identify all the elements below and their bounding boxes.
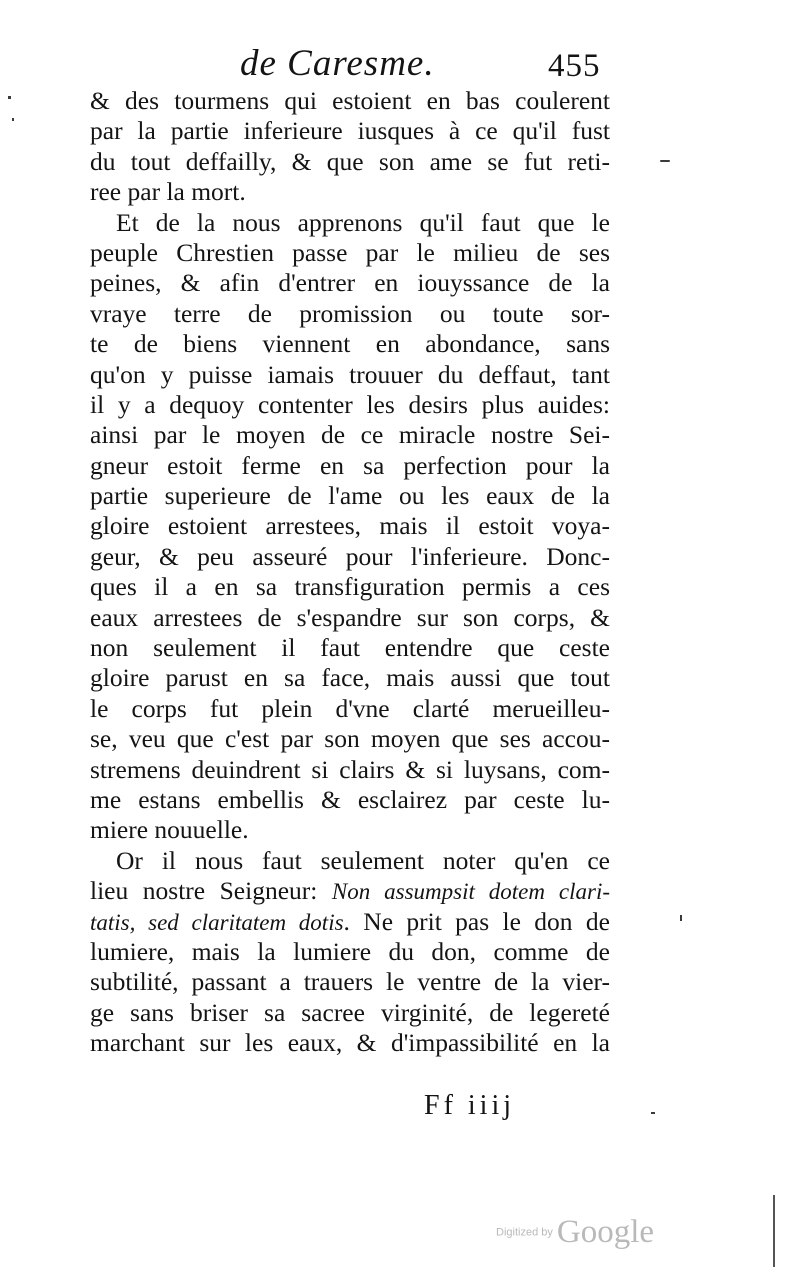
text-line: il y a dequoy contenter les desirs plus auides:: [90, 389, 610, 419]
text-line: stremens deuindrent si clairs & si luysans, com-: [90, 754, 610, 784]
text-line: subtilité, passant a trauers le ventre de la vier-: [90, 967, 610, 997]
scan-speck: [660, 160, 670, 162]
text-line: peines, & afin d'entrer en iouyssance de la: [90, 268, 610, 298]
text-line: non seulement il faut entendre que ceste: [90, 633, 610, 663]
text-line: se, veu que c'est par son moyen que ses accou-: [90, 724, 610, 754]
scan-speck: [680, 915, 682, 921]
signature-mark: Ff iiij: [424, 1090, 516, 1121]
latin-quote: , sed claritatem dotis: [129, 909, 344, 935]
text-line: te de biens viennent en abondance, sans: [90, 329, 610, 359]
google-watermark: [496, 1214, 654, 1251]
scan-speck: [12, 118, 14, 121]
text-line: [90, 907, 610, 937]
running-head: de Caresme.: [240, 43, 435, 84]
text-line: ques il a en sa transfiguration permis a ces: [90, 572, 610, 602]
text-line: par la partie inferieure iusques à ce qu'il fust: [90, 116, 610, 146]
text-line: Or il nous faut seulement noter qu'en ce: [116, 845, 610, 875]
text-line: gloire estoient arrestees, mais il estoit voya-: [90, 511, 610, 541]
scan-speck: [8, 96, 11, 99]
text-line: me estans embellis & esclairez par ceste lu-: [90, 784, 610, 814]
text-line: qu'on y puisse iamais trouuer du deffaut, tant: [90, 359, 610, 389]
text-line: miere nouuelle.: [90, 815, 249, 845]
text-span: lieu nostre Seigneur:: [90, 876, 318, 906]
body-text: [90, 86, 610, 1059]
text-line: le corps fut plein d'vne clarté merueilleu-: [90, 693, 610, 723]
text-line: partie superieure de l'ame ou les eaux de la: [90, 481, 610, 511]
latin-quote: tatis: [90, 909, 130, 935]
text-line: ree par la mort.: [90, 177, 246, 207]
text-line: & des tourmens qui estoient en bas coulerent: [90, 86, 610, 115]
latin-quote: Non assumpsit dotem clari-: [331, 879, 610, 905]
text-line: [90, 876, 610, 906]
text-line: gneur estoit ferme en sa perfection pour la: [90, 450, 610, 480]
scan-speck: [651, 1112, 655, 1114]
text-line: ainsi par le moyen de ce miracle nostre Sei-: [90, 420, 610, 450]
text-line: marchant sur les eaux, & d'impassibilité en la: [90, 1028, 610, 1058]
text-line: gloire parust en sa face, mais aussi que tout: [90, 663, 610, 693]
scan-edge-line: [773, 1195, 775, 1267]
text-span: . Ne prit pas le don de: [343, 906, 610, 936]
google-logo: Google: [556, 1214, 655, 1250]
text-line: vraye terre de promission ou toute sor-: [90, 298, 610, 328]
page-number: 455: [548, 48, 601, 84]
text-line: eaux arrestees de s'espandre sur son corps, &: [90, 602, 610, 632]
text-line: ge sans briser sa sacree virginité, de legereté: [90, 997, 610, 1027]
text-line: lumiere, mais la lumiere du don, comme de: [90, 936, 610, 966]
digitized-by-label: Digitized by: [496, 1226, 553, 1239]
text-line: geur, & peu asseuré pour l'inferieure. Donc-: [90, 541, 610, 571]
text-line: du tout deffailly, & que son ame se fut reti-: [90, 146, 610, 176]
text-line: peuple Chrestien passe par le milieu de ses: [90, 237, 610, 267]
text-line: Et de la nous apprenons qu'il faut que le: [116, 207, 610, 237]
